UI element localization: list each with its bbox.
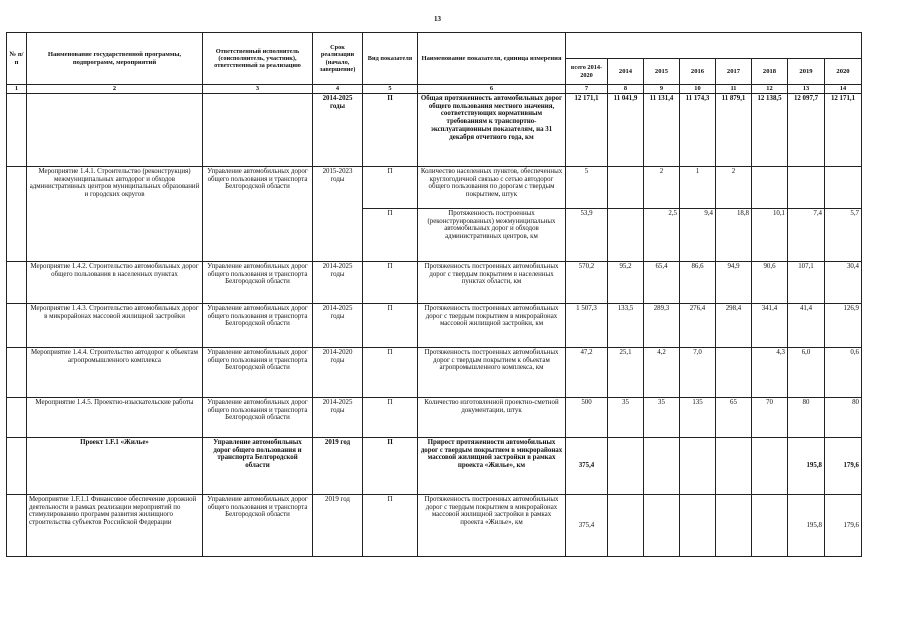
column-number: 4 — [313, 85, 363, 94]
row-value: 11 041,9 — [608, 94, 644, 167]
row-value: 12 171,1 — [825, 94, 862, 167]
row-indicator: Протяженность построенных автомобильных дорог с твердым покрытием к объектам агропромышленного комплекса, км — [418, 348, 566, 398]
row-value: 195,8 — [788, 438, 825, 495]
row-value — [644, 438, 680, 495]
row-indicator: Количество изготовленной проектно-сметной документации, штук — [418, 398, 566, 438]
row-value — [752, 167, 788, 209]
row-value: 107,1 — [788, 262, 825, 304]
row-executor: Управление автомобильных дорог общего пользования и транспорта Белгородской области — [203, 348, 313, 398]
row-executor: Управление автомобильных дорог общего пользования и транспорта Белгородской области — [203, 438, 313, 495]
row-indicator: Протяженность построенных автомобильных дорог с твердым покрытием в микрорайонах массовой жилищной застройки, км — [418, 304, 566, 348]
row-value-total: 375,4 — [566, 495, 608, 557]
row-name: Мероприятие 1.4.2. Строительство автомобильных дорог общего пользования в населенных пунктах — [27, 262, 203, 304]
header-year: 2017 — [716, 59, 752, 85]
row-no — [7, 94, 27, 167]
row-no — [7, 398, 27, 438]
row-value-total: 375,4 — [566, 438, 608, 495]
row-value: 12 097,7 — [788, 94, 825, 167]
header-year: 2015 — [644, 59, 680, 85]
row-value: 4,2 — [644, 348, 680, 398]
row-value: 80 — [788, 398, 825, 438]
row-value: 94,9 — [716, 262, 752, 304]
row-name: Мероприятие 1.4.4. Строительство автодорог к объектам агропромышленного комплекса — [27, 348, 203, 398]
row-no — [7, 438, 27, 495]
row-value: 10,1 — [752, 209, 788, 262]
row-indicator: Прирост протяженности автомобильных дорог с твердым покрытием в микрорайонах массовой жилищной застройки в рамках проекта «Жилье», км — [418, 438, 566, 495]
row-value-total: 53,9 — [566, 209, 608, 262]
row-value — [644, 495, 680, 557]
row-no — [7, 348, 27, 398]
row-value: 6,0 — [788, 348, 825, 398]
column-number: 12 — [752, 85, 788, 94]
row-value: 179,6 — [825, 438, 862, 495]
row-type: П — [363, 209, 418, 262]
row-value: 18,8 — [716, 209, 752, 262]
row-name: Мероприятие 1.4.1. Строительство (реконструкция) межмуниципальных автодорог и обходов административных центров муниципальных образований и городских округов — [27, 167, 203, 262]
row-value: 2 — [716, 167, 752, 209]
row-value: 41,4 — [788, 304, 825, 348]
row-value — [752, 438, 788, 495]
row-value-total: 570,2 — [566, 262, 608, 304]
header-year: 2018 — [752, 59, 788, 85]
row-value: 276,4 — [680, 304, 716, 348]
row-type: П — [363, 438, 418, 495]
column-number: 8 — [608, 85, 644, 94]
row-value — [680, 438, 716, 495]
row-value: 70 — [752, 398, 788, 438]
column-numbers-row — [7, 85, 862, 94]
row-value-total: 12 171,1 — [566, 94, 608, 167]
row-value — [608, 495, 644, 557]
table-row — [7, 495, 862, 557]
row-no — [7, 495, 27, 557]
column-number: 13 — [788, 85, 825, 94]
row-executor — [203, 94, 313, 167]
row-value: 2 — [644, 167, 680, 209]
row-value: 135 — [680, 398, 716, 438]
row-value: 179,6 — [825, 495, 862, 557]
column-number: 9 — [644, 85, 680, 94]
row-name: Мероприятие 1.4.5. Проектно-изыскательские работы — [27, 398, 203, 438]
header-total: всего 2014-2020 — [566, 59, 608, 85]
row-value — [608, 167, 644, 209]
row-name: Проект 1.F.1 «Жилье» — [27, 438, 203, 495]
row-executor: Управление автомобильных дорог общего пользования и транспорта Белгородской области — [203, 495, 313, 557]
row-period: 2014-2025 годы — [313, 94, 363, 167]
row-indicator: Протяженность построенных автомобильных дорог с твердым покрытием в микрорайонах массовой жилищной застройки в рамках проекта «Жилье», км — [418, 495, 566, 557]
row-executor: Управление автомобильных дорог общего пользования и транспорта Белгородской области — [203, 304, 313, 348]
row-value: 5,7 — [825, 209, 862, 262]
row-indicator: Количество населенных пунктов, обеспеченных круглогодичной связью с сетью автодорог общего пользования по дорогам с твердым покрытием, штук — [418, 167, 566, 209]
column-number: 11 — [716, 85, 752, 94]
row-value: 341,4 — [752, 304, 788, 348]
column-number: 1 — [7, 85, 27, 94]
table-row — [7, 94, 862, 167]
row-type: П — [363, 398, 418, 438]
column-number: 6 — [418, 85, 566, 94]
row-value: 12 138,5 — [752, 94, 788, 167]
table-row — [7, 167, 862, 209]
header-indicator: Наименование показателя, единица измерения — [418, 33, 566, 85]
row-value — [608, 209, 644, 262]
header-type: Вид показателя — [363, 33, 418, 85]
row-period: 2014-2025 годы — [313, 262, 363, 304]
row-no — [7, 167, 27, 262]
table-row — [7, 348, 862, 398]
row-value: 35 — [608, 398, 644, 438]
row-value — [716, 438, 752, 495]
row-value: 30,4 — [825, 262, 862, 304]
row-value: 25,1 — [608, 348, 644, 398]
row-value: 126,9 — [825, 304, 862, 348]
row-value-total: 500 — [566, 398, 608, 438]
row-type: П — [363, 304, 418, 348]
row-type: П — [363, 167, 418, 209]
header-year: 2016 — [680, 59, 716, 85]
row-value: 7,4 — [788, 209, 825, 262]
row-value: 90,6 — [752, 262, 788, 304]
row-value: 65,4 — [644, 262, 680, 304]
row-executor: Управление автомобильных дорог общего пользования и транспорта Белгородской области — [203, 262, 313, 304]
row-value: 65 — [716, 398, 752, 438]
row-type: П — [363, 495, 418, 557]
row-no — [7, 304, 27, 348]
program-table-container — [6, 32, 861, 557]
row-value — [825, 167, 862, 209]
row-name — [27, 94, 203, 167]
table-row — [7, 438, 862, 495]
row-executor: Управление автомобильных дорог общего пользования и транспорта Белгородской области — [203, 167, 313, 262]
row-value: 133,5 — [608, 304, 644, 348]
header-executor: Ответственный исполнитель (соисполнитель, участник), ответственный за реализацию — [203, 33, 313, 85]
row-value: 80 — [825, 398, 862, 438]
header-year: 2019 — [788, 59, 825, 85]
row-period: 2014-2025 годы — [313, 398, 363, 438]
row-value-total: 47,2 — [566, 348, 608, 398]
table-row — [7, 262, 862, 304]
row-value: 11 879,1 — [716, 94, 752, 167]
row-value — [608, 438, 644, 495]
row-value-total: 1 507,3 — [566, 304, 608, 348]
row-value-total: 5 — [566, 167, 608, 209]
row-value: 1 — [680, 167, 716, 209]
column-number: 2 — [27, 85, 203, 94]
table-row — [7, 304, 862, 348]
row-value — [680, 495, 716, 557]
row-indicator: Протяженность построенных (реконструированных) межмуниципальных автомобильных дорог и обходов административных центров, км — [418, 209, 566, 262]
row-value: 7,0 — [680, 348, 716, 398]
row-value: 35 — [644, 398, 680, 438]
row-value: 195,8 — [788, 495, 825, 557]
row-indicator: Протяженность построенных автомобильных дорог с твердым покрытием в населенных пунктах области, км — [418, 262, 566, 304]
header-period: Срок реализации (начало, завершение) — [313, 33, 363, 85]
row-value: 4,3 — [752, 348, 788, 398]
header-no: № п/п — [7, 33, 27, 85]
row-period: 2015-2023 годы — [313, 167, 363, 262]
header-year: 2014 — [608, 59, 644, 85]
column-number: 3 — [203, 85, 313, 94]
row-name: Мероприятие 1.F.1.1 Финансовое обеспечение дорожной деятельности в рамках реализации мероприятий по стимулированию программ развития жилищного строительства субъектов Российской Федерации — [27, 495, 203, 557]
row-value — [752, 495, 788, 557]
row-period: 2014-2020 годы — [313, 348, 363, 398]
row-value: 86,6 — [680, 262, 716, 304]
row-value: 9,4 — [680, 209, 716, 262]
row-type: П — [363, 262, 418, 304]
program-table — [6, 32, 862, 557]
row-value: 2,5 — [644, 209, 680, 262]
row-name: Мероприятие 1.4.3. Строительство автомобильных дорог в микрорайонах массовой жилищной застройки — [27, 304, 203, 348]
column-number: 10 — [680, 85, 716, 94]
row-value — [788, 167, 825, 209]
row-value — [716, 348, 752, 398]
header-name: Наименование государственной программы, подпрограмм, мероприятий — [27, 33, 203, 85]
row-period: 2019 год — [313, 438, 363, 495]
row-period: 2014-2025 годы — [313, 304, 363, 348]
page-number: 13 — [434, 15, 441, 23]
column-number: 14 — [825, 85, 862, 94]
table-row — [7, 398, 862, 438]
header-year: 2020 — [825, 59, 862, 85]
row-period: 2019 год — [313, 495, 363, 557]
row-executor: Управление автомобильных дорог общего пользования и транспорта Белгородской области — [203, 398, 313, 438]
row-value: 11 174,3 — [680, 94, 716, 167]
column-number: 7 — [566, 85, 608, 94]
row-value: 289,3 — [644, 304, 680, 348]
row-indicator: Общая протяженность автомобильных дорог общего пользования местного значения, соответствующих нормативным требованиям к транспортно-эксплуатационным показателям, на 31 декабря отчетного года, км — [418, 94, 566, 167]
row-value: 0,6 — [825, 348, 862, 398]
row-value — [716, 495, 752, 557]
row-value: 298,4 — [716, 304, 752, 348]
row-value: 11 131,4 — [644, 94, 680, 167]
header-values-group — [566, 33, 862, 59]
column-number: 5 — [363, 85, 418, 94]
row-value: 95,2 — [608, 262, 644, 304]
row-type: П — [363, 94, 418, 167]
row-type: П — [363, 348, 418, 398]
row-no — [7, 262, 27, 304]
